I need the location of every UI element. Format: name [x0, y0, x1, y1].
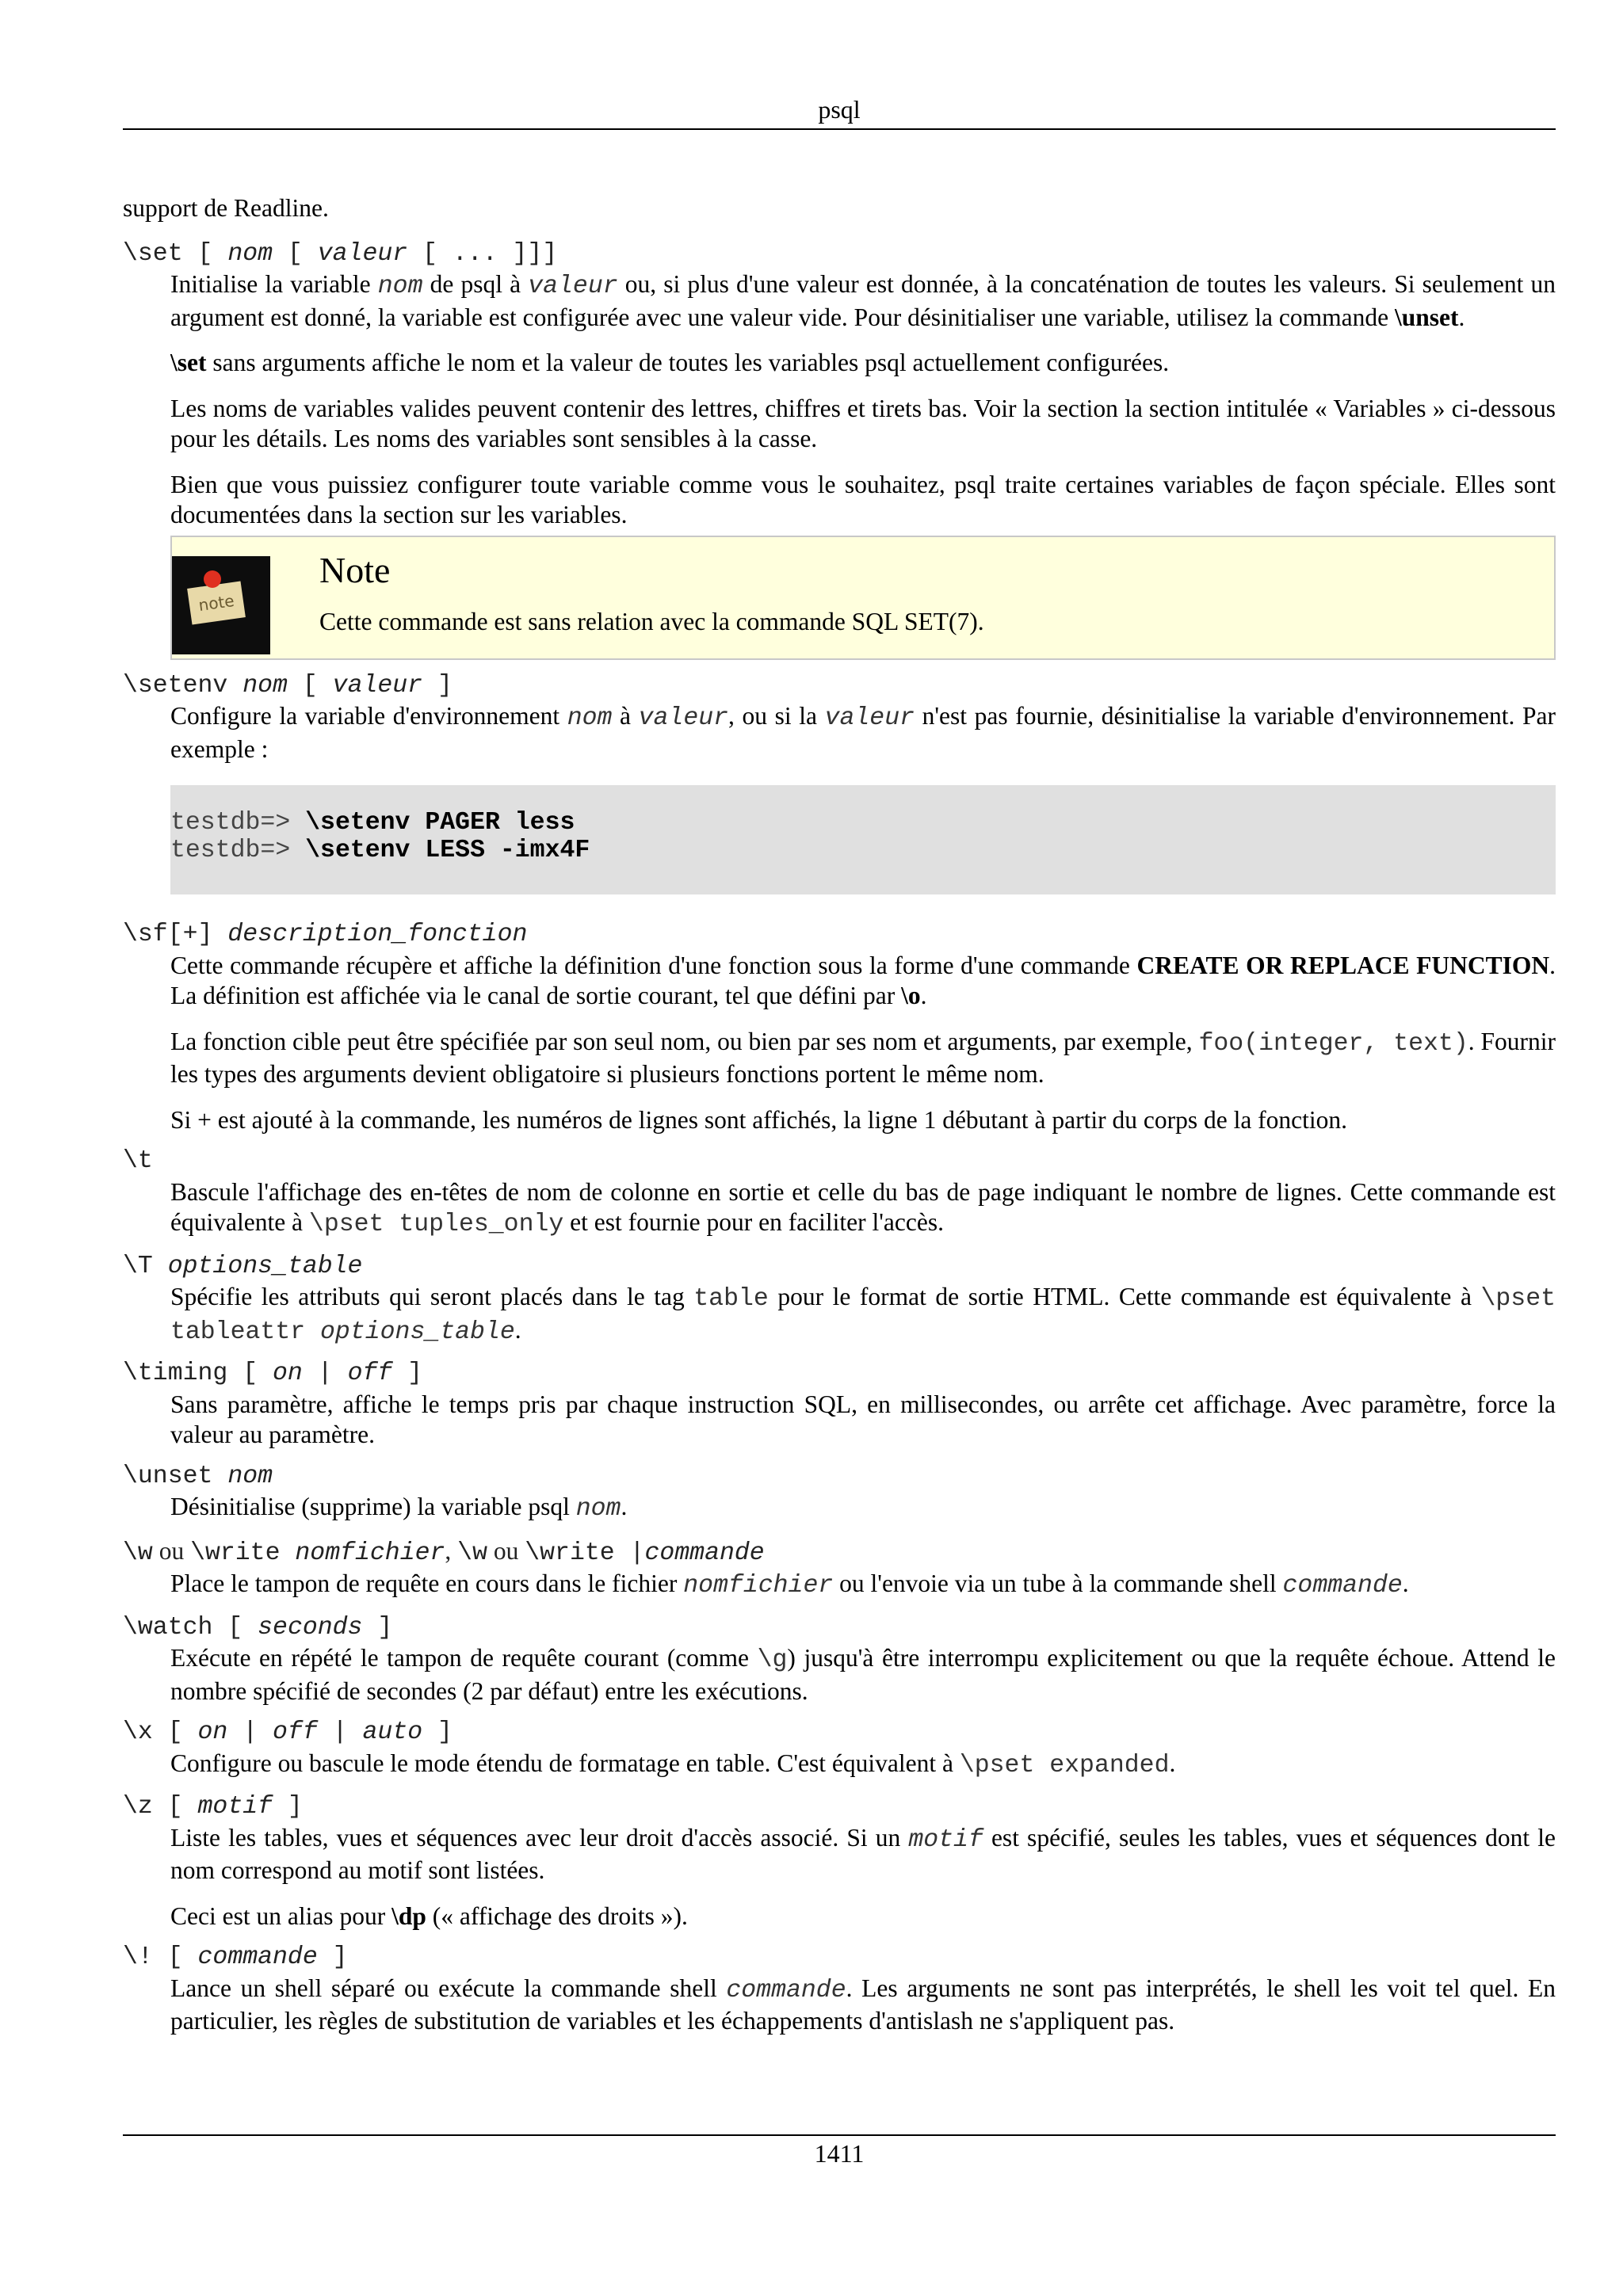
term-z-arg: motif — [197, 1793, 273, 1821]
term-bang-cmd: \! [ — [123, 1943, 198, 1971]
term-x — [123, 1718, 1556, 1749]
def-sf — [170, 951, 1556, 1136]
def-t — [170, 1177, 1556, 1241]
term-watch-cmd: \watch [ — [123, 1613, 258, 1642]
sf-paragraph-3: Si + est ajouté à la commande, les numéros de lignes sont affichés, la ligne 1 débutant à partir du corps de la fonction. — [170, 1105, 1348, 1134]
term-timing-off: off — [347, 1360, 393, 1387]
term-sf — [123, 920, 1556, 951]
z-paragraph-1 — [170, 1823, 1556, 1886]
t-p1-b: et est fournie pour en faciliter l'accès. — [563, 1208, 944, 1236]
entry-bang — [123, 1943, 1556, 2037]
entry-z — [123, 1792, 1556, 1932]
z-p1-b: est spécifié, seules les tables, vues et séquences dont le nom correspond au motif sont listées. — [170, 1823, 1556, 1884]
setenv-p1-d: n'est pas fournie, désinitialise la variable d'environnement. Par exemple : — [170, 702, 1556, 763]
term-write-w2: \w — [457, 1539, 487, 1567]
intro-paragraph: support de Readline. — [123, 194, 329, 222]
write-p1-nomfichier: nomfichier — [683, 1572, 834, 1600]
term-x-off: off — [273, 1718, 318, 1746]
setenv-p1-c: , ou si la — [728, 702, 825, 730]
header-rule — [123, 128, 1556, 130]
x-p1-a: Configure ou bascule le mode étendu de formatage en table. C'est équivalent à — [170, 1749, 960, 1777]
term-sf-cmd: \sf[+] — [123, 921, 228, 948]
entry-unset — [123, 1462, 1556, 1525]
write-p1-a: Place le tampon de requête en cours dans le fichier — [170, 1569, 684, 1597]
write-p1-commande: commande — [1282, 1572, 1403, 1600]
term-write-commande: commande — [644, 1539, 765, 1567]
T-p1-b: pour le format de sortie HTML. Cette commande est équivalente à — [768, 1283, 1481, 1310]
watch-p1-b: ) jusqu'à être interrompu explicitement ou que la requête échoue. Attend le nombre spécifié de secondes (2 par défaut) entre les exécutions. — [170, 1644, 1556, 1705]
term-unset-cmd: \unset — [123, 1462, 228, 1490]
entry-set — [123, 239, 1556, 660]
T-p1-code2-arg: options_table — [320, 1318, 515, 1346]
T-p1-code2: \pset tableattr — [170, 1285, 1556, 1346]
set-p1-unset: \unset — [1394, 303, 1459, 331]
term-timing-cmd: \timing [ — [123, 1360, 273, 1387]
set-p1-c: ou, si plus d'une valeur est donnée, à la concaténation de toutes les valeurs. Si seulement un argument est donné, la variable est configurée avec une valeur vide. Pour désinitialiser une variable, utilisez la commande — [170, 270, 1556, 331]
sf-p1-a: Cette commande récupère et affiche la définition d'une fonction sous la forme d'une commande — [170, 951, 1137, 979]
def-z — [170, 1823, 1556, 1932]
entry-setenv — [123, 671, 1556, 895]
code-cmd-1: \setenv PAGER less — [305, 809, 575, 837]
pushpin-icon — [204, 570, 221, 588]
note-icon — [172, 556, 270, 654]
term-set-mid: [ — [273, 239, 318, 268]
def-watch — [170, 1643, 1556, 1707]
def-setenv — [170, 701, 1556, 765]
t-p1-code: \pset tuples_only — [308, 1211, 564, 1238]
sf-paragraph-1 — [170, 951, 1556, 1012]
setenv-p1-b: à — [612, 702, 639, 730]
write-p1-c: . — [1402, 1569, 1409, 1597]
sf-paragraph-2 — [170, 1027, 1556, 1090]
term-write-write2: \write | — [525, 1539, 645, 1567]
set-p1-a: Initialise la variable — [170, 270, 378, 298]
entry-t — [123, 1146, 1556, 1241]
term-unset-arg: nom — [227, 1462, 273, 1490]
term-write-comma: , — [445, 1536, 458, 1565]
set-paragraph-4: Bien que vous puissiez configurer toute variable comme vous le souhaitez, psql traite certaines variables de façon spéciale. Elles sont documentées dans la section sur les variables. — [170, 470, 1556, 528]
code-line-2 — [170, 837, 1556, 864]
z-p2-b: (« affichage des droits »). — [426, 1901, 688, 1930]
term-x-auto: auto — [362, 1718, 423, 1746]
entry-timing — [123, 1359, 1556, 1451]
z-p1-motif: motif — [908, 1825, 983, 1854]
term-set-end: [ ... ]]] — [407, 239, 558, 268]
term-bang-arg: commande — [197, 1943, 318, 1971]
bang-p1-a: Lance un shell séparé ou exécute la commande shell — [170, 1974, 727, 2002]
entry-sf — [123, 920, 1556, 1135]
sf-p1-bold: CREATE OR REPLACE FUNCTION — [1136, 951, 1550, 979]
term-t: \t — [123, 1147, 153, 1175]
setenv-p1-nom: nom — [567, 704, 613, 732]
T-p1-a: Spécifie les attributs qui seront placés dans le tag — [170, 1283, 694, 1310]
sf-p2-code: foo(integer, text) — [1198, 1029, 1468, 1058]
def-x — [170, 1749, 1556, 1782]
term-bang-end: ] — [317, 1943, 348, 1971]
setenv-paragraph-1 — [170, 701, 1556, 765]
term-timing — [123, 1359, 1556, 1390]
footer-rule — [123, 2134, 1556, 2136]
sf-p2-a: La fonction cible peut être spécifiée par son seul nom, ou bien par ses nom et arguments, par exemple, — [170, 1027, 1199, 1055]
bang-paragraph-1 — [170, 1974, 1556, 2037]
term-unset — [123, 1462, 1556, 1493]
note-title: Note — [319, 549, 391, 590]
setenv-p1-valeur: valeur — [638, 704, 729, 732]
code-prompt-2: testdb=> — [170, 837, 306, 864]
unset-p1-nom: nom — [575, 1495, 621, 1523]
set-p2-set: \set — [170, 349, 207, 376]
set-paragraph-3: Les noms de variables valides peuvent contenir des lettres, chiffres et tirets bas. Voir la section la section intitulée « Variables » ci-dessous pour les détails. Les noms des variables sont sensibles à la casse. — [170, 394, 1556, 452]
sf-p1-c: . — [920, 982, 927, 1009]
term-T-arg: options_table — [167, 1252, 363, 1280]
term-timing-on: on — [273, 1360, 303, 1387]
entry-T — [123, 1252, 1556, 1348]
setenv-p1-a: Configure la variable d'environnement — [170, 702, 567, 730]
sf-p1-b: . La définition est affichée via le canal de sortie courant, tel que défini par — [170, 951, 1556, 1009]
term-timing-end: ] — [392, 1360, 423, 1387]
unset-p1-a: Désinitialise (supprime) la variable psql — [170, 1493, 576, 1520]
def-unset — [170, 1492, 1556, 1525]
T-paragraph-1 — [170, 1282, 1556, 1348]
term-write-nomfichier: nomfichier — [280, 1539, 445, 1567]
entry-write — [123, 1536, 1556, 1602]
code-line-1 — [170, 809, 1556, 837]
bang-p1-commande: commande — [726, 1976, 846, 2004]
running-header: psql — [818, 95, 861, 124]
term-x-sep: | — [227, 1718, 273, 1746]
unset-p1-b: . — [621, 1493, 628, 1520]
term-x-cmd: \x [ — [123, 1718, 198, 1746]
term-setenv-mid: [ — [287, 671, 333, 700]
term-watch-arg: seconds — [258, 1613, 363, 1642]
sf-p1-o: \o — [901, 982, 921, 1009]
write-p1-b: ou l'envoie via un tube à la commande shell — [833, 1569, 1283, 1597]
sf-p2-b: . Fournir les types des arguments devient obligatoire si plusieurs fonctions portent le même nom. — [170, 1027, 1556, 1088]
setenv-p1-valeur2: valeur — [824, 704, 915, 732]
set-p1-nom: nom — [377, 273, 423, 300]
term-set-valeur: valeur — [317, 239, 408, 268]
T-p1-code: table — [693, 1285, 769, 1313]
term-write — [123, 1536, 1556, 1569]
set-p1-valeur: valeur — [528, 273, 618, 300]
code-example — [170, 785, 1556, 894]
note-text: Cette commande est sans relation avec la commande SQL SET(7). — [319, 607, 984, 635]
term-write-ou2: ou — [487, 1536, 525, 1565]
term-z-cmd: \z [ — [123, 1793, 198, 1821]
def-write — [170, 1569, 1556, 1602]
term-setenv-end: ] — [422, 671, 453, 700]
T-p1-c: . — [514, 1315, 521, 1344]
set-paragraph-2 — [170, 348, 1556, 379]
term-setenv-valeur: valeur — [332, 671, 423, 700]
set-p1-d: . — [1458, 303, 1465, 331]
term-setenv-nom: nom — [242, 671, 288, 700]
term-watch — [123, 1613, 1556, 1644]
term-write-ou: ou — [152, 1536, 191, 1565]
z-p1-a: Liste les tables, vues et séquences avec leur droit d'accès associé. Si un — [170, 1823, 909, 1852]
entry-watch — [123, 1613, 1556, 1707]
set-p2-rest: sans arguments affiche le nom et la valeur de toutes les variables psql actuellement configurées. — [206, 349, 1170, 376]
term-set-cmd: \set [ — [123, 239, 228, 268]
page-number: 1411 — [814, 2139, 865, 2168]
entry-x — [123, 1718, 1556, 1781]
note-icon-paper: note — [187, 581, 246, 624]
def-timing — [170, 1390, 1556, 1451]
term-T-cmd: \T — [123, 1252, 168, 1280]
term-write-w: \w — [123, 1539, 153, 1567]
write-paragraph-1 — [170, 1569, 1556, 1602]
term-bang — [123, 1943, 1556, 1974]
def-bang — [170, 1974, 1556, 2037]
term-timing-sep: | — [302, 1360, 348, 1387]
term-x-sep2: | — [317, 1718, 363, 1746]
t-p1-a: Bascule l'affichage des en-têtes de nom de colonne en sortie et celle du bas de page indiquant le nombre de lignes. Cette commande est équivalente à — [170, 1177, 1556, 1236]
term-z — [123, 1792, 1556, 1823]
t-paragraph-1 — [170, 1177, 1556, 1241]
term-set — [123, 239, 1556, 270]
code-cmd-2: \setenv LESS -imx4F — [305, 837, 590, 864]
z-p2-a: Ceci est un alias pour — [170, 1901, 392, 1930]
watch-paragraph-1 — [170, 1643, 1556, 1707]
set-paragraph-1 — [170, 269, 1556, 333]
term-z-end: ] — [273, 1793, 303, 1821]
term-watch-end: ] — [362, 1613, 393, 1642]
term-x-on: on — [197, 1718, 228, 1746]
def-set — [170, 269, 1556, 531]
term-sf-arg: description_fonction — [227, 921, 528, 948]
def-T — [170, 1282, 1556, 1348]
note-box — [170, 536, 1556, 660]
term-x-end: ] — [422, 1718, 453, 1746]
z-paragraph-2 — [170, 1901, 1556, 1932]
x-p1-b: . — [1169, 1749, 1176, 1777]
x-p1-code: \pset expanded — [959, 1751, 1170, 1779]
bang-p1-b: . Les arguments ne sont pas interprétés, le shell les voit tel quel. En particulier, les règles de substitution de variables et les échappements d'antislash ne s'appliquent pas. — [170, 1974, 1556, 2035]
term-setenv — [123, 671, 1556, 702]
unset-paragraph-1 — [170, 1492, 1556, 1525]
x-paragraph-1 — [170, 1749, 1556, 1782]
term-T — [123, 1252, 1556, 1283]
term-write-write: \write — [190, 1539, 281, 1567]
code-prompt-1: testdb=> — [170, 809, 306, 837]
document-body — [123, 193, 1556, 2048]
z-p2-dp: \dp — [391, 1901, 426, 1930]
term-set-nom: nom — [227, 239, 273, 268]
timing-paragraph-1: Sans paramètre, affiche le temps pris par chaque instruction SQL, en millisecondes, ou arrête cet affichage. Avec paramètre, force la valeur au paramètre. — [170, 1390, 1556, 1448]
watch-p1-code: \g — [757, 1646, 788, 1674]
watch-p1-a: Exécute en répété le tampon de requête courant (comme — [170, 1644, 758, 1672]
set-p1-b: de psql à — [422, 270, 529, 298]
term-setenv-cmd: \setenv — [123, 671, 243, 700]
